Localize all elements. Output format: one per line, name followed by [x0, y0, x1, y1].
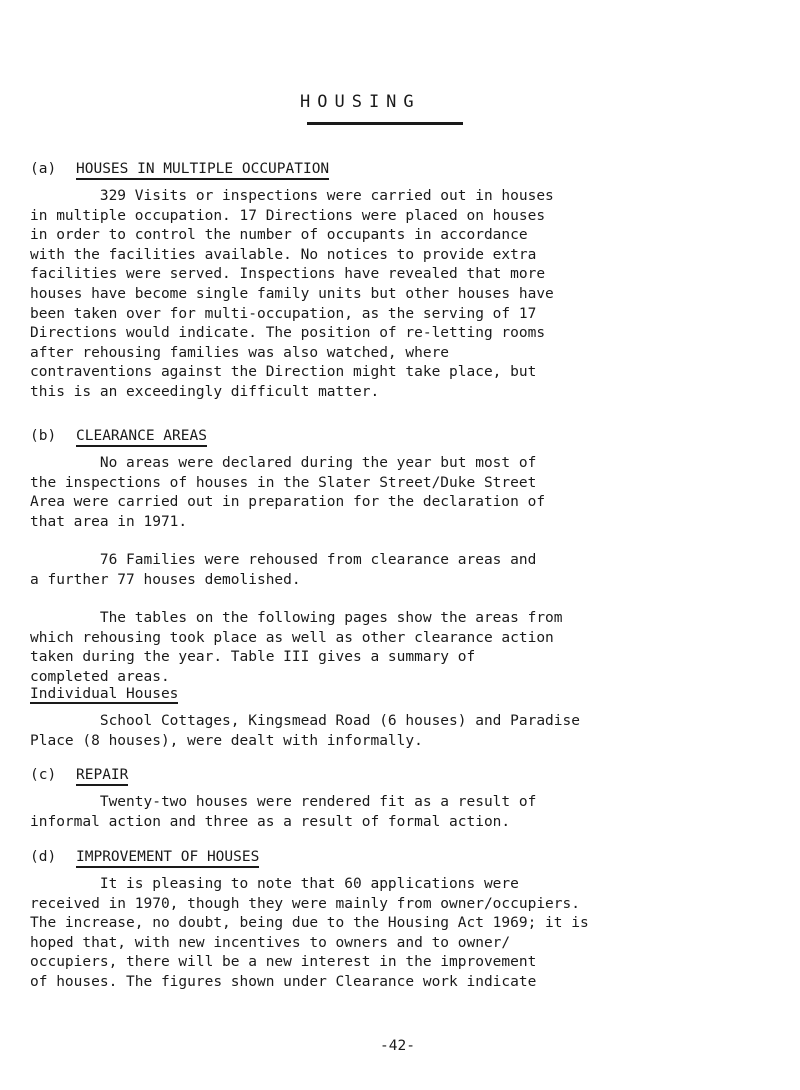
section-c-heading	[30, 767, 128, 786]
section-b-paragraph-2	[30, 551, 536, 590]
individual-houses-subheading: Individual Houses	[30, 686, 179, 702]
text-line: of houses. The figures shown under Clearance work indicate	[30, 973, 537, 990]
text-line: The tables on the following pages show the areas from	[30, 610, 563, 626]
text-line: which rehousing took place as well as other clearance action	[30, 629, 554, 646]
section-b-heading	[30, 428, 207, 447]
text-line: completed areas.	[30, 668, 170, 685]
text-line: School Cottages, Kingsmead Road (6 houses) and Paradise	[30, 713, 580, 729]
text-line: the inspections of houses in the Slater Street/Duke Street	[30, 474, 537, 491]
section-a-paragraph	[30, 187, 554, 403]
title-underline	[307, 122, 463, 125]
text-line: occupiers, there will be a new interest in the improvement	[30, 954, 537, 971]
section-b-paragraph-1	[30, 454, 545, 532]
section-c-letter: (c)	[30, 767, 57, 783]
page-title: HOUSING	[300, 92, 421, 112]
section-d-heading	[30, 849, 259, 868]
text-line: Twenty-two houses were rendered fit as a result of	[30, 794, 537, 810]
text-line: houses have become single family units but other houses have	[30, 285, 554, 302]
text-line: Directions would indicate. The position of re-letting rooms	[30, 325, 546, 342]
text-line: It is pleasing to note that 60 applications were	[30, 876, 519, 892]
section-d-title: IMPROVEMENT OF HOUSES	[76, 849, 259, 868]
section-a-heading	[30, 161, 329, 180]
text-line: No areas were declared during the year but most of	[30, 455, 537, 471]
text-line: 76 Families were rehoused from clearance areas and	[30, 552, 537, 568]
section-d-letter: (d)	[30, 849, 57, 865]
section-b-letter: (b)	[30, 428, 57, 444]
section-d-paragraph	[30, 875, 589, 993]
text-line: hoped that, with new incentives to owners and to owner/	[30, 934, 511, 951]
text-line: in multiple occupation. 17 Directions were placed on houses	[30, 207, 546, 224]
text-line: that area in 1971.	[30, 513, 188, 530]
section-b-paragraph-4	[30, 712, 580, 751]
text-line: in order to control the number of occupants in accordance	[30, 227, 528, 244]
text-line: informal action and three as a result of formal action.	[30, 813, 511, 830]
section-a-title: HOUSES IN MULTIPLE OCCUPATION	[76, 161, 329, 180]
text-line: The increase, no doubt, being due to the Housing Act 1969; it is	[30, 915, 589, 932]
text-line: Place (8 houses), were dealt with informally.	[30, 732, 423, 749]
text-line: taken during the year. Table III gives a summary of	[30, 649, 476, 666]
text-line: received in 1970, though they were mainly from owner/occupiers.	[30, 895, 580, 912]
text-line: after rehousing families was also watched, where	[30, 344, 450, 361]
section-b-paragraph-3	[30, 609, 563, 687]
text-line: contraventions against the Direction might take place, but	[30, 364, 537, 381]
text-line: facilities were served. Inspections have revealed that more	[30, 266, 546, 283]
text-line: been taken over for multi-occupation, as the serving of 17	[30, 305, 537, 322]
section-b-title: CLEARANCE AREAS	[76, 428, 207, 447]
text-line: a further 77 houses demolished.	[30, 571, 301, 588]
text-line: with the facilities available. No notices to provide extra	[30, 246, 537, 263]
section-a-letter: (a)	[30, 161, 57, 177]
page-number: -42-	[380, 1038, 415, 1054]
text-line: this is an exceedingly difficult matter.	[30, 383, 380, 400]
text-line: Area were carried out in preparation for the declaration of	[30, 494, 546, 511]
section-c-paragraph	[30, 793, 536, 832]
text-line: 329 Visits or inspections were carried out in houses	[30, 188, 554, 204]
section-c-title: REPAIR	[76, 767, 128, 786]
